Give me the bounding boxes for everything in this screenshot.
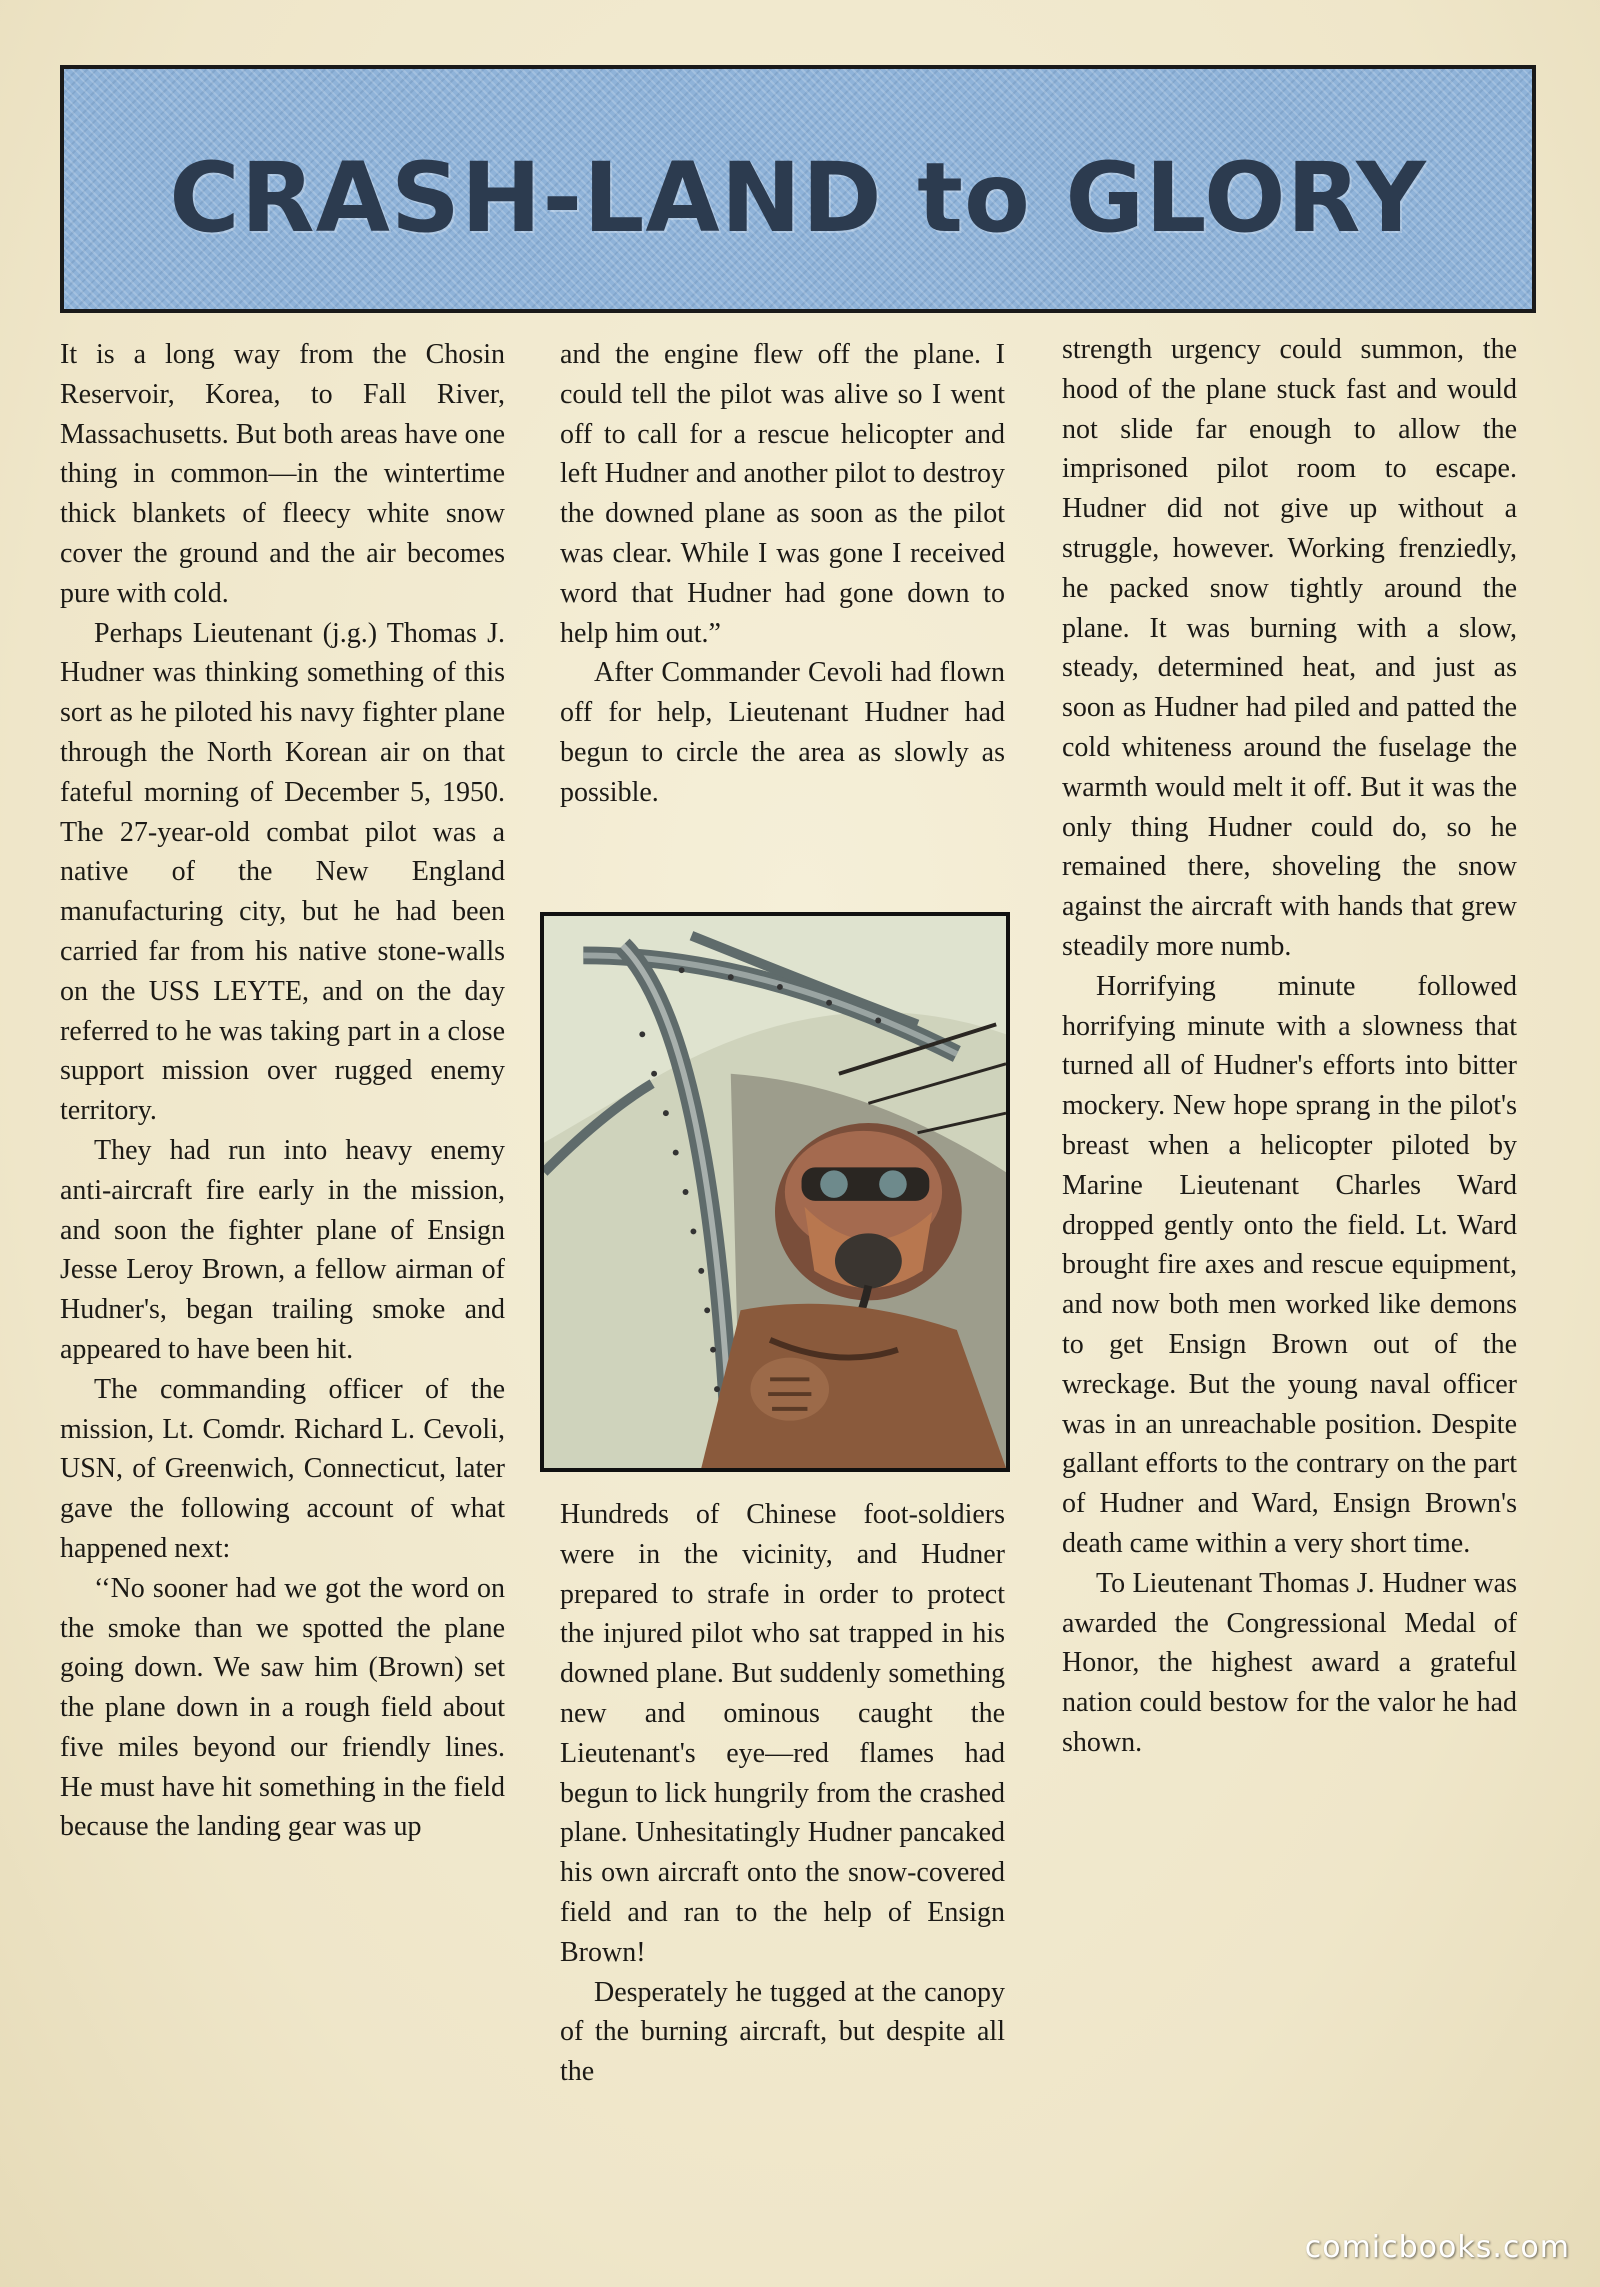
paragraph: Perhaps Lieutenant (j.g.) Thomas J. Hudner was thinking something of this sort as he piloted his navy fighter plane through the North Korean air on that fateful morning of December 5, 1950. The 27-year-old combat pilot was a native of the New England manufacturing city, but he had been carried far from his native stone-walls on the USS LEYTE, and on the day referred to he was taking part in a close support mission over rugged enemy territory.	[60, 617, 505, 1127]
page-title: CRASH-LAND to GLORY	[169, 142, 1427, 254]
paragraph: and the engine flew off the plane. I could tell the pilot was alive so I went off to call for a rescue helicopter and left Hudner and another pilot to destroy the downed plane as soon as the pilot was clear. While I was gone I received word that Hudner had gone down to help him out.”	[560, 339, 1005, 649]
paragraph: To Lieutenant Thomas J. Hudner was awarded the Congressional Medal of Honor, the highest award a grateful nation could bestow for the valor he had shown.	[1062, 1567, 1517, 1758]
paragraph: Desperately he tugged at the canopy of the burning aircraft, but despite all the	[560, 1976, 1005, 2088]
paragraph: Horrifying minute followed horrifying minute with a slowness that turned all of Hudner's efforts into bitter mockery. New hope sprang in the pilot's breast when a helicopter piloted by Marine Lieutenant Charles Ward dropped gently onto the field. Lt. Ward brought fire axes and rescue equipment, and now both men worked like demons to get Ensign Brown out of the wreckage. But the young naval officer was in an unreachable position. Despite gallant efforts to the contrary on the part of Hudner and Ward, Ensign Brown's death came within a very short time.	[1062, 970, 1517, 1559]
watermark: comicbooks.com	[1304, 2230, 1570, 2265]
title-banner	[60, 65, 1536, 313]
article-column-1	[60, 335, 505, 1847]
article-column-2-top	[560, 335, 1005, 813]
paragraph: strength urgency could summon, the hood of the plane stuck fast and would not slide far enough to allow the imprisoned pilot room to escape. Hudner did not give up without a struggle, however. Working frenziedly, he packed snow tightly around the plane. It was burning with a slow, steady, determined heat, and just as soon as Hudner had piled and patted the cold whiteness around the fuselage the warmth would melt it off. But it was the only thing Hudner could do, so he remained there, shoveling the snow against the aircraft with hands that grew steadily more numb.	[1062, 334, 1517, 962]
cockpit-drawing	[544, 916, 1006, 1468]
paragraph: ‘‘No sooner had we got the word on the smoke than we spotted the plane going down. We saw him (Brown) set the plane down in a rough field about five miles beyond our friendly lines. He must have hit something in the field because the landing gear was up	[60, 1572, 505, 1843]
pilot-in-cockpit-illustration	[540, 912, 1010, 1472]
article-column-3	[1062, 330, 1517, 1763]
article-column-2-bottom	[560, 1495, 1005, 2092]
paragraph: They had run into heavy enemy anti-aircraft fire early in the mission, and soon the fighter plane of Ensign Jesse Leroy Brown, a fellow airman of Hudner's, began trailing smoke and appeared to have been hit.	[60, 1134, 505, 1365]
paragraph: After Commander Cevoli had flown off for help, Lieutenant Hudner had begun to circle the area as slowly as possible.	[560, 657, 1005, 808]
paragraph: The commanding officer of the mission, Lt. Comdr. Richard L. Cevoli, USN, of Greenwich, Connecticut, later gave the following account of what happened next:	[60, 1373, 505, 1564]
paragraph: Hundreds of Chinese foot-soldiers were in the vicinity, and Hudner prepared to strafe in order to protect the injured pilot who sat trapped in his downed plane. But suddenly something new and ominous caught the Lieutenant's eye—red flames had begun to lick hungrily from the crashed plane. Unhesitatingly Hudner pancaked his own aircraft onto the snow-covered field and ran to the help of Ensign Brown!	[560, 1499, 1005, 1968]
paragraph: It is a long way from the Chosin Reservoir, Korea, to Fall River, Massachusetts. But both areas have one thing in common—in the wintertime thick blankets of fleecy white snow cover the ground and the air becomes pure with cold.	[60, 339, 505, 609]
